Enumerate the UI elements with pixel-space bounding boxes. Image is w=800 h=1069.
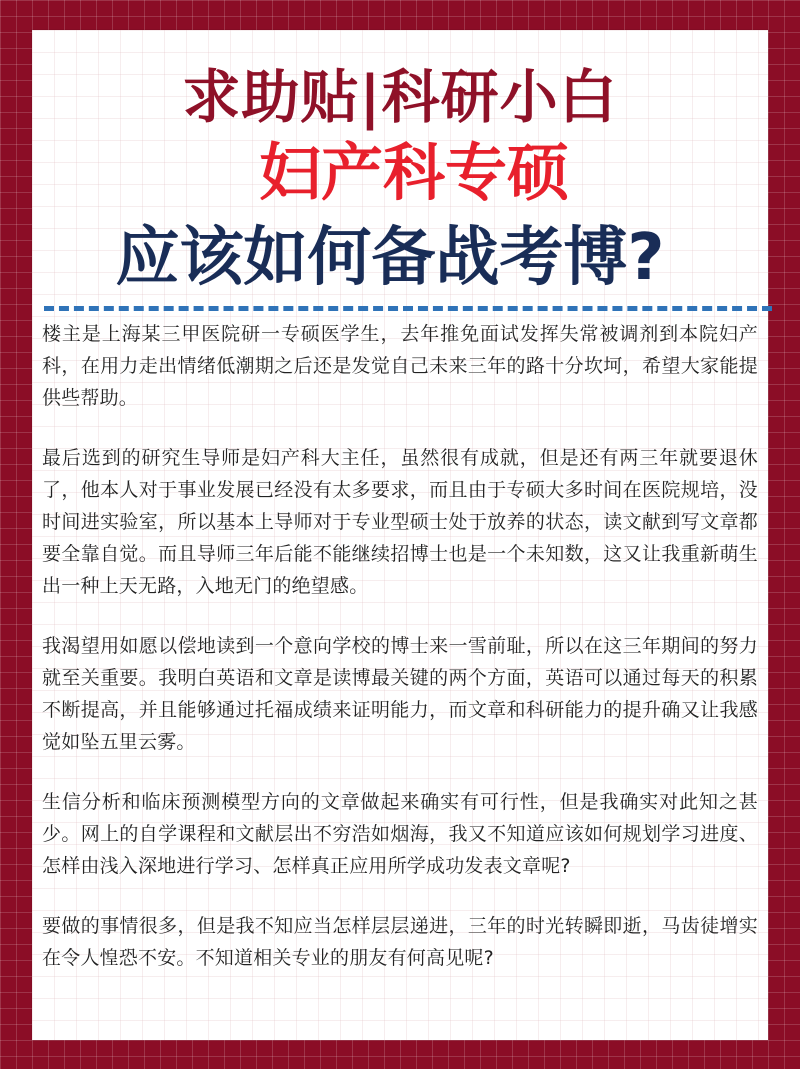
post-card (32, 30, 768, 1040)
post-body (42, 318, 758, 1002)
paragraph-3: 我渴望用如愿以偿地读到一个意向学校的博士来一雪前耻，所以在这三年期间的努力就至关重要。我明白英语和文章是读博最关键的两个方面，英语可以通过每天的积累不断提高，并且能够通过托福成绩来证明能力，而文章和科研能力的提升确又让我感觉如坠五里云雾。 (42, 635, 758, 753)
dashed-divider (44, 306, 772, 311)
paragraph-4: 生信分析和临床预测模型方向的文章做起来确实有可行性，但是我确实对此知之甚少。网上的自学课程和文献层出不穷浩如烟海，我又不知道应该如何规划学习进度、怎样由浅入深地进行学习、怎样真正应用所学成功发表文章呢? (42, 791, 758, 877)
title-line-1: 求助贴|科研小白 (182, 63, 618, 131)
paragraph-1: 楼主是上海某三甲医院研一专硕医学生，去年推免面试发挥失常被调剂到本院妇产科，在用力走出情绪低潮期之后还是发觉自己未来三年的路十分坎坷，希望大家能提供些帮助。 (42, 323, 758, 409)
paragraph-5: 要做的事情很多，但是我不知应当怎样层层递进，三年的时光转瞬即逝，马齿徒增实在令人惶恐不安。不知道相关专业的朋友有何高见呢? (42, 915, 758, 969)
title-line-3: 应该如何备战考博? (115, 221, 665, 295)
paragraph-2: 最后选到的研究生导师是妇产科大主任，虽然很有成就，但是还有两三年就要退休了，他本人对于事业发展已经没有太多要求，而且由于专硕大多时间在医院规培，没时间进实验室，所以基本上导师对于专业型硕士处于放养的状态，读文献到写文章都要全靠自觉。而且导师三年后能不能继续招博士也是一个未知数，这又让我重新萌生出一种上天无路，入地无门的绝望感。 (42, 447, 758, 597)
title-line-2: 妇产科专硕 (258, 136, 569, 209)
